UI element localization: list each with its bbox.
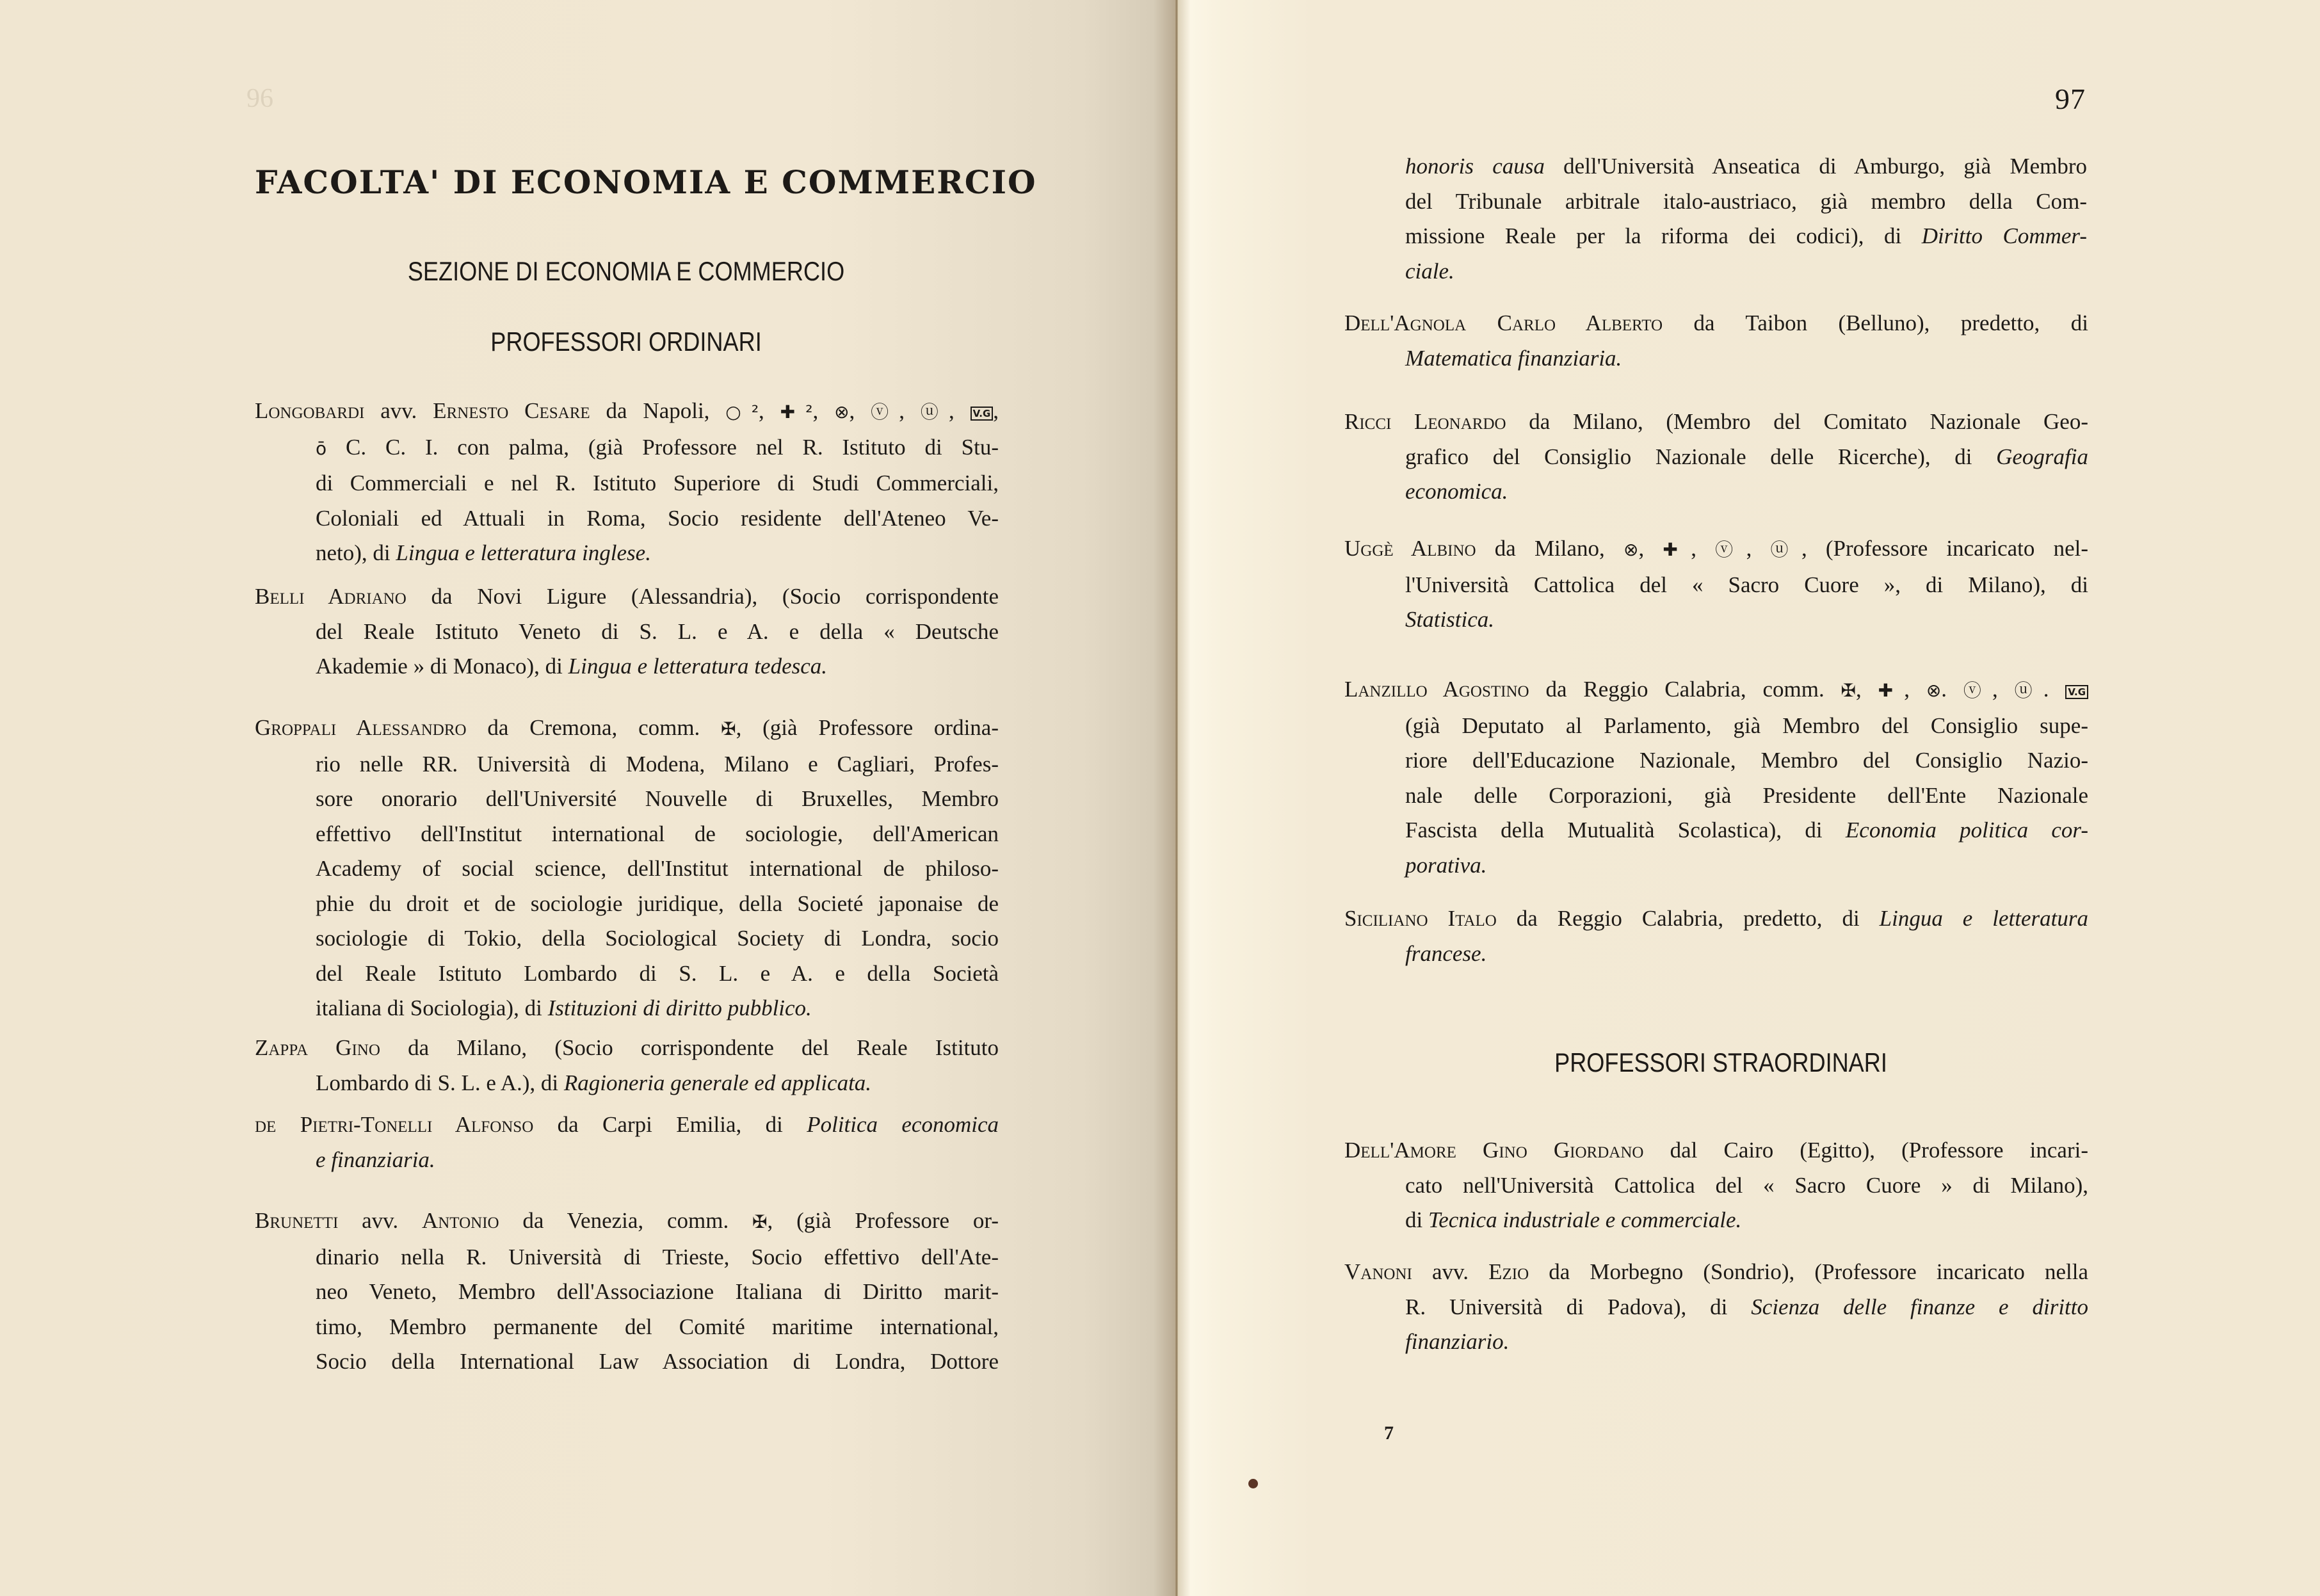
- course-title: e finanziaria.: [316, 1147, 435, 1172]
- text-run: Socio della International Law Association di Londra, Dottore: [316, 1349, 999, 1374]
- text-run: ,: [759, 398, 780, 423]
- honor-icon: ⓥ: [1963, 680, 1992, 701]
- person-name: Groppali Alessandro: [255, 715, 467, 740]
- text-run: sore onorario dell'Université Nouvelle di Bruxelles, Membro: [316, 786, 999, 811]
- course-title: Scienza delle finanze e diritto: [1751, 1294, 2088, 1319]
- text-run: phie du droit et de sociologie juridique, della Societé japonaise de: [316, 891, 999, 916]
- text-run: ,: [1746, 536, 1771, 561]
- professor-entry: [1344, 672, 2088, 883]
- entry-line: [1344, 405, 2088, 440]
- stain-dot: [1248, 1479, 1258, 1488]
- entry-line: [1344, 901, 2088, 937]
- entry-line: [255, 615, 999, 650]
- entry-line: [1344, 709, 2088, 744]
- entry-line: [1344, 1133, 2088, 1168]
- text-run: timo, Membro permanente del Comité maritime international,: [316, 1314, 999, 1339]
- entry-line: [1344, 568, 2088, 603]
- entry-line: [255, 1066, 999, 1101]
- text-run: , (Professore incaricato nel-: [1801, 536, 2088, 561]
- entry-line: [1405, 149, 2087, 184]
- text-run: dal Cairo (Egitto), (Professore incari-: [1643, 1138, 2088, 1163]
- text-run: C. C. I. con palma, (già Professore nel R. Istituto di Stu-: [326, 434, 999, 460]
- text-run: avv.: [338, 1208, 422, 1233]
- entry-line: [255, 579, 999, 615]
- text-run: da Novi Ligure (Alessandria), (Socio corrispondente: [406, 584, 999, 609]
- entry-line: [1344, 602, 2088, 638]
- subsection-title-ordinari: PROFESSORI ORDINARI: [490, 326, 762, 357]
- entry-line: [1344, 1203, 2088, 1238]
- entry-line: [1405, 219, 2087, 254]
- text-run: da Napoli,: [590, 398, 726, 423]
- entry-line: [255, 466, 999, 501]
- person-name: Siciliano Italo: [1344, 906, 1497, 931]
- text-run: di: [1405, 1207, 1428, 1232]
- entry-line: [255, 1031, 999, 1066]
- text-run: da Milano,: [1476, 536, 1623, 561]
- person-name: Uggè Albino: [1344, 536, 1476, 561]
- entry-line: [255, 1344, 999, 1380]
- text-run: .: [2043, 677, 2066, 702]
- entry-line: [255, 1310, 999, 1345]
- person-name: Brunetti: [255, 1208, 339, 1233]
- course-title: Lingua e letteratura tedesca.: [568, 654, 828, 679]
- text-run: da Milano, (Socio corrispondente del Reale Istituto: [380, 1035, 999, 1060]
- text-run: da Venezia, comm.: [499, 1208, 753, 1233]
- entry-line: [1344, 848, 2088, 883]
- continued-entry: [1405, 149, 2087, 289]
- person-name: Ernesto Cesare: [433, 398, 590, 423]
- honor-icon: ○²: [725, 401, 759, 423]
- entry-line: [1344, 1168, 2088, 1204]
- honor-icon: ō: [316, 437, 327, 459]
- honor-badge-icon: V.G: [2065, 685, 2088, 699]
- professor-entry: [255, 394, 999, 571]
- person-name: de Pietri-Tonelli Alfonso: [255, 1112, 534, 1137]
- text-run: cato nell'Università Cattolica del « Sacro Cuore » di Milano),: [1405, 1172, 2088, 1198]
- text-run: da Carpi Emilia, di: [533, 1112, 807, 1137]
- entry-line: [255, 817, 999, 852]
- course-title: Statistica.: [1405, 607, 1495, 632]
- professor-entry: [255, 1108, 999, 1177]
- text-run: ,: [993, 398, 999, 423]
- text-run: italiana di Sociologia), di: [316, 995, 548, 1020]
- professor-entry-straordinario: [1344, 1255, 2088, 1360]
- text-run: ,: [899, 398, 921, 423]
- text-run: da Milano, (Membro del Comitato Nazionale Geo-: [1506, 409, 2088, 434]
- entry-line: [1344, 474, 2088, 510]
- text-run: Akademie » di Monaco), di: [316, 654, 568, 679]
- entry-line: [255, 747, 999, 782]
- text-run: ,: [948, 398, 971, 423]
- entry-line: [1405, 254, 2087, 289]
- professor-entry: [255, 1031, 999, 1100]
- entry-line: [1344, 672, 2088, 709]
- ghost-page-number: 96: [246, 84, 273, 113]
- honor-icon: ✠: [1841, 680, 1857, 701]
- text-run: da Morbegno (Sondrio), (Professore incaricato nella: [1529, 1259, 2088, 1284]
- text-run: ,: [1904, 677, 1926, 702]
- honor-icon: ✠: [721, 718, 736, 739]
- text-run: Coloniali ed Attuali in Roma, Socio residente dell'Ateneo Ve-: [316, 505, 999, 531]
- person-name: Zappa Gino: [255, 1035, 380, 1060]
- honor-icon: ⓥ: [871, 401, 899, 423]
- entry-line: [1344, 306, 2088, 341]
- person-name: Ricci Leonardo: [1344, 409, 1506, 434]
- entry-line: [1344, 778, 2088, 814]
- professor-entry: [1344, 405, 2088, 510]
- text-run: ,: [1691, 536, 1716, 561]
- course-title: economica.: [1405, 479, 1508, 504]
- honor-icon: ⓤ: [1770, 539, 1801, 560]
- course-title: Lingua e letteratura inglese.: [396, 540, 651, 565]
- entry-line: [255, 1275, 999, 1310]
- entry-line: [1344, 341, 2088, 376]
- person-name: Antonio: [421, 1208, 499, 1233]
- entry-line: [1344, 1290, 2088, 1325]
- text-run: Academy of social science, dell'Institut international de philoso-: [316, 856, 999, 881]
- person-name: Lanzillo Agostino: [1344, 677, 1529, 702]
- text-run: , (già Professore or-: [767, 1208, 999, 1233]
- text-run: da Taibon (Belluno), predetto, di: [1663, 310, 2088, 335]
- entry-line: [1344, 813, 2088, 848]
- text-run: avv.: [364, 398, 433, 423]
- text-run: ,: [849, 398, 871, 423]
- text-run: sociologie di Tokio, della Sociological Society di Londra, socio: [316, 926, 999, 951]
- entry-line: [255, 711, 999, 747]
- text-run: da Reggio Calabria, predetto, di: [1496, 906, 1880, 931]
- faculty-title: FACOLTA' DI ECONOMIA E COMMERCIO: [255, 163, 1037, 201]
- course-title: Matematica finanziaria.: [1405, 345, 1622, 371]
- text-run: neto), di: [316, 540, 396, 565]
- entry-line: [255, 782, 999, 817]
- professor-entry-straordinario: [1344, 1133, 2088, 1238]
- text-run: di Commerciali e nel R. Istituto Superiore di Studi Commerciali,: [316, 471, 999, 496]
- entry-line: [255, 394, 999, 430]
- entry-line: [255, 649, 999, 684]
- honor-badge-icon: V.G: [971, 407, 994, 421]
- signature-mark: 7: [1384, 1423, 1394, 1444]
- text-run: R. Università di Padova), di: [1405, 1294, 1752, 1319]
- entry-line: [255, 501, 999, 536]
- text-run: riore dell'Educazione Nazionale, Membro del Consiglio Nazio-: [1405, 748, 2088, 773]
- text-run: del Reale Istituto Lombardo di S. L. e A. e della Società: [316, 960, 999, 986]
- text-run: ,: [812, 398, 835, 423]
- text-run: ,: [1638, 536, 1663, 561]
- entry-line: [1344, 440, 2088, 475]
- text-run: Lombardo di S. L. e A.), di: [316, 1070, 564, 1095]
- text-run: , (già Professore ordina-: [736, 715, 999, 740]
- text-run: da Reggio Calabria, comm.: [1529, 677, 1841, 702]
- honor-icon: ⊗: [1623, 539, 1639, 560]
- course-title: Geografia: [1996, 444, 2088, 469]
- text-run: neo Veneto, Membro dell'Associazione Italiana di Diritto marit-: [316, 1279, 999, 1304]
- text-run: ,: [1856, 677, 1878, 702]
- professor-entry: [255, 1204, 999, 1380]
- book-gutter: [1175, 0, 1178, 1596]
- text-run: nale delle Corporazioni, già Presidente dell'Ente Nazionale: [1405, 782, 2088, 808]
- entry-line: [1344, 1255, 2088, 1290]
- entry-line: [255, 1143, 999, 1178]
- text-run: (già Deputato al Parlamento, già Membro del Consiglio supe-: [1405, 713, 2088, 738]
- text-run: grafico del Consiglio Nazionale delle Ricerche), di: [1405, 444, 1997, 469]
- text-run: del Reale Istituto Veneto di S. L. e A. e della « Deutsche: [316, 618, 999, 644]
- course-title: francese.: [1405, 940, 1487, 966]
- course-title: Tecnica industriale e commerciale.: [1428, 1207, 1742, 1232]
- person-name: Belli Adriano: [255, 584, 407, 609]
- honor-icon: ⊗: [1926, 680, 1942, 701]
- professor-entry: [1344, 531, 2088, 638]
- entry-line: [1344, 1325, 2088, 1360]
- course-title: Politica economica: [807, 1112, 999, 1137]
- person-name: Vanoni: [1344, 1259, 1412, 1284]
- professor-entry: [1344, 901, 2088, 971]
- person-name: Dell'Amore Gino Giordano: [1344, 1138, 1644, 1163]
- honor-icon: ✚: [1878, 680, 1905, 701]
- entry-line: [255, 887, 999, 922]
- text-run: dinario nella R. Università di Trieste, Socio effettivo dell'Ate-: [316, 1244, 999, 1270]
- text-run: avv.: [1412, 1259, 1489, 1284]
- text-run: l'Università Cattolica del « Sacro Cuore », di Milano), di: [1405, 572, 2088, 597]
- entry-line: [255, 921, 999, 956]
- entry-line: [255, 430, 999, 467]
- course-title: Istituzioni di diritto pubblico.: [547, 995, 812, 1020]
- course-title: finanziario.: [1405, 1329, 1510, 1354]
- honor-icon: ⓤ: [920, 401, 949, 423]
- course-title: honoris causa: [1405, 154, 1545, 179]
- professor-entry: [255, 579, 999, 684]
- text-run: effettivo dell'Institut international de sociologie, dell'American: [316, 821, 999, 846]
- entry-line: [1344, 937, 2088, 972]
- honor-icon: ✚²: [780, 401, 813, 423]
- entry-line: [255, 1204, 999, 1240]
- text-run: del Tribunale arbitrale italo-austriaco, già membro della Com-: [1405, 188, 2087, 214]
- entry-line: [1344, 743, 2088, 778]
- honor-icon: ⓥ: [1715, 539, 1746, 560]
- text-run: .: [1941, 677, 1963, 702]
- honor-icon: ⊗: [834, 401, 850, 423]
- text-run: rio nelle RR. Università di Modena, Milano e Cagliari, Profes-: [316, 751, 999, 777]
- text-run: missione Reale per la riforma dei codici), di: [1405, 223, 1922, 248]
- professor-entry: [1344, 306, 2088, 376]
- course-title: Economia politica cor-: [1845, 818, 2088, 842]
- person-name: Dell'Agnola Carlo Alberto: [1344, 310, 1663, 335]
- entry-line: [255, 1108, 999, 1143]
- course-title: ciale.: [1405, 258, 1454, 284]
- honor-icon: ⓤ: [2014, 680, 2043, 701]
- professor-entry: [255, 711, 999, 1026]
- text-run: ,: [1992, 677, 2015, 702]
- entry-line: [255, 1240, 999, 1275]
- person-name: Ezio: [1488, 1259, 1529, 1284]
- course-title: Lingua e letteratura: [1879, 906, 2088, 931]
- text-run: dell'Università Anseatica di Amburgo, già Membro: [1544, 154, 2087, 179]
- entry-line: [1405, 184, 2087, 220]
- entry-line: [1344, 531, 2088, 568]
- page-number: 97: [2055, 83, 2086, 115]
- course-title: Ragioneria generale ed applicata.: [563, 1070, 872, 1095]
- person-name: Longobardi: [255, 398, 365, 423]
- section-title: SEZIONE DI ECONOMIA E COMMERCIO: [407, 256, 845, 286]
- honor-icon: ✚: [1663, 539, 1691, 560]
- entry-line: [255, 851, 999, 887]
- honor-icon: ✠: [752, 1211, 768, 1232]
- subsection-title-straordinari: PROFESSORI STRAORDINARI: [1554, 1047, 1887, 1077]
- course-title: Diritto Commer-: [1921, 223, 2087, 248]
- entry-line: [255, 536, 999, 571]
- text-run: da Cremona, comm.: [466, 715, 721, 740]
- course-title: porativa.: [1405, 852, 1487, 878]
- entry-line: [255, 991, 999, 1026]
- entry-line: [255, 956, 999, 992]
- text-run: Fascista della Mutualità Scolastica), di: [1405, 818, 1846, 842]
- right-page: [1177, 0, 2320, 1596]
